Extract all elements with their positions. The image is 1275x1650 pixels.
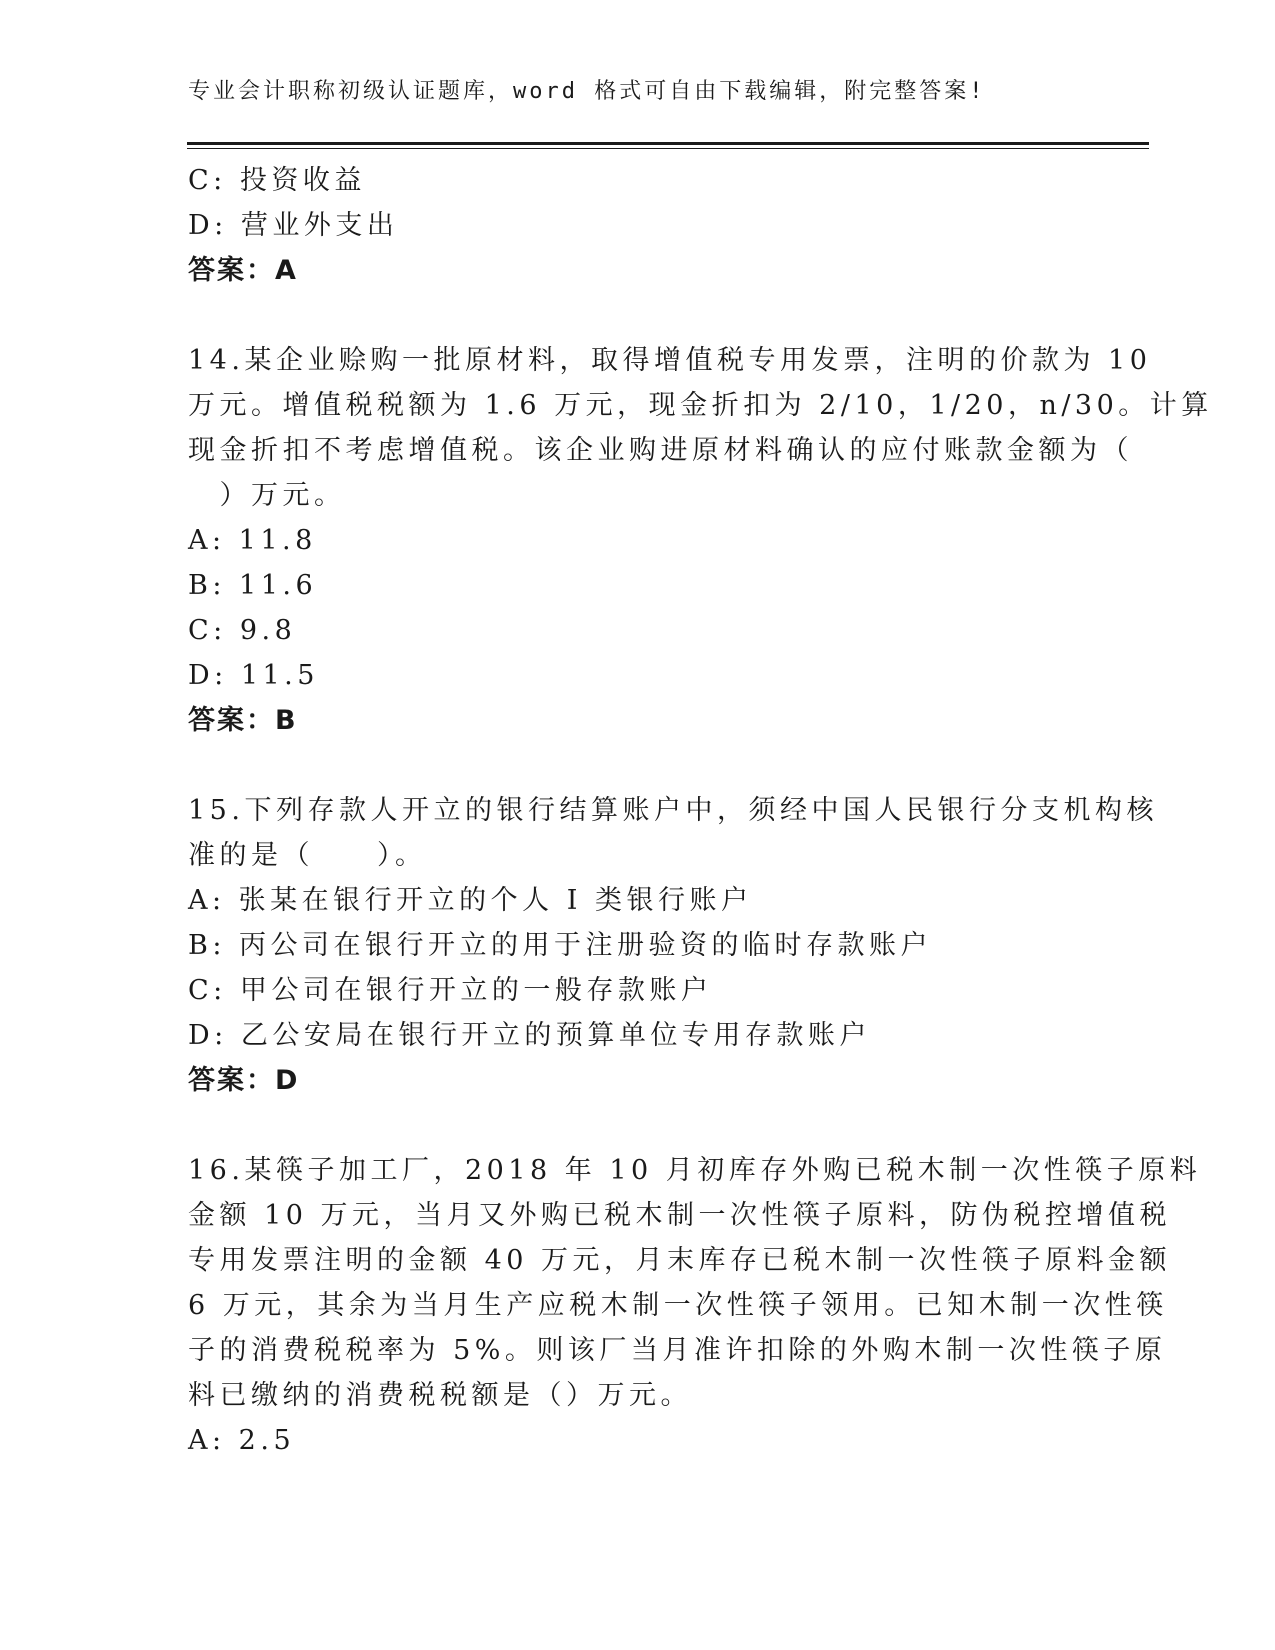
question-stem-line: 15.下列存款人开立的银行结算账户中，须经中国人民银行分支机构核	[188, 795, 1158, 826]
question-stem-line: 6 万元，其余为当月生产应税木制一次性筷子领用。已知木制一次性筷	[188, 1290, 1168, 1321]
option-c: C: 甲公司在银行开立的一般存款账户	[188, 975, 713, 1006]
option-b: B: 11.6	[188, 570, 318, 601]
question-stem-line: 料已缴纳的消费税税额是（）万元。	[188, 1380, 692, 1411]
option-c: C: 9.8	[188, 615, 297, 646]
question-stem-line: 子的消费税税率为 5%。则该厂当月准许扣除的外购木制一次性筷子原	[188, 1335, 1167, 1366]
option-d: D: 营业外支出	[188, 210, 399, 241]
question-13-tail	[188, 158, 1088, 293]
question-stem-line: 16.某筷子加工厂，2018 年 10 月初库存外购已税木制一次性筷子原料	[188, 1155, 1202, 1186]
option-b: B: 丙公司在银行开立的用于注册验资的临时存款账户	[188, 930, 933, 961]
question-stem-line: 14.某企业赊购一批原材料，取得增值税专用发票，注明的价款为 10	[188, 345, 1152, 376]
answer-line: 答案：A	[188, 255, 298, 286]
answer-line: 答案：B	[188, 705, 298, 736]
option-a: A: 张某在银行开立的个人 I 类银行账户	[188, 885, 753, 916]
option-d: D: 乙公安局在银行开立的预算单位专用存款账户	[188, 1020, 871, 1051]
option-a: A: 11.8	[188, 525, 317, 556]
header-rule-thick	[187, 142, 1149, 145]
spacer	[188, 293, 1088, 338]
spacer	[188, 743, 1088, 788]
question-stem-line: 现金折扣不考虑增值税。该企业购进原材料确认的应付账款金额为（	[188, 435, 1133, 466]
option-c: C: 投资收益	[188, 165, 366, 196]
header-rule-thin	[187, 148, 1149, 149]
question-stem-line: ）万元。	[188, 480, 346, 511]
option-d: D: 11.5	[188, 660, 319, 691]
answer-line: 答案：D	[188, 1065, 300, 1096]
document-body	[188, 158, 1213, 1463]
option-a: A: 2.5	[188, 1425, 296, 1456]
spacer	[188, 1103, 1088, 1148]
question-stem-line: 专用发票注明的金额 40 万元，月末库存已税木制一次性筷子原料金额	[188, 1245, 1172, 1276]
question-16	[188, 1148, 1202, 1463]
question-14	[188, 338, 1213, 743]
page-header: 专业会计职称初级认证题库，word 格式可自由下载编辑，附完整答案!	[188, 79, 986, 104]
question-stem-line: 万元。增值税税额为 1.6 万元，现金折扣为 2/10，1/20，n/30。计算	[188, 390, 1213, 421]
question-stem-line: 准的是（ ）。	[188, 840, 427, 871]
question-15	[188, 788, 1158, 1103]
question-stem-line: 金额 10 万元，当月又外购已税木制一次性筷子原料，防伪税控增值税	[188, 1200, 1172, 1231]
